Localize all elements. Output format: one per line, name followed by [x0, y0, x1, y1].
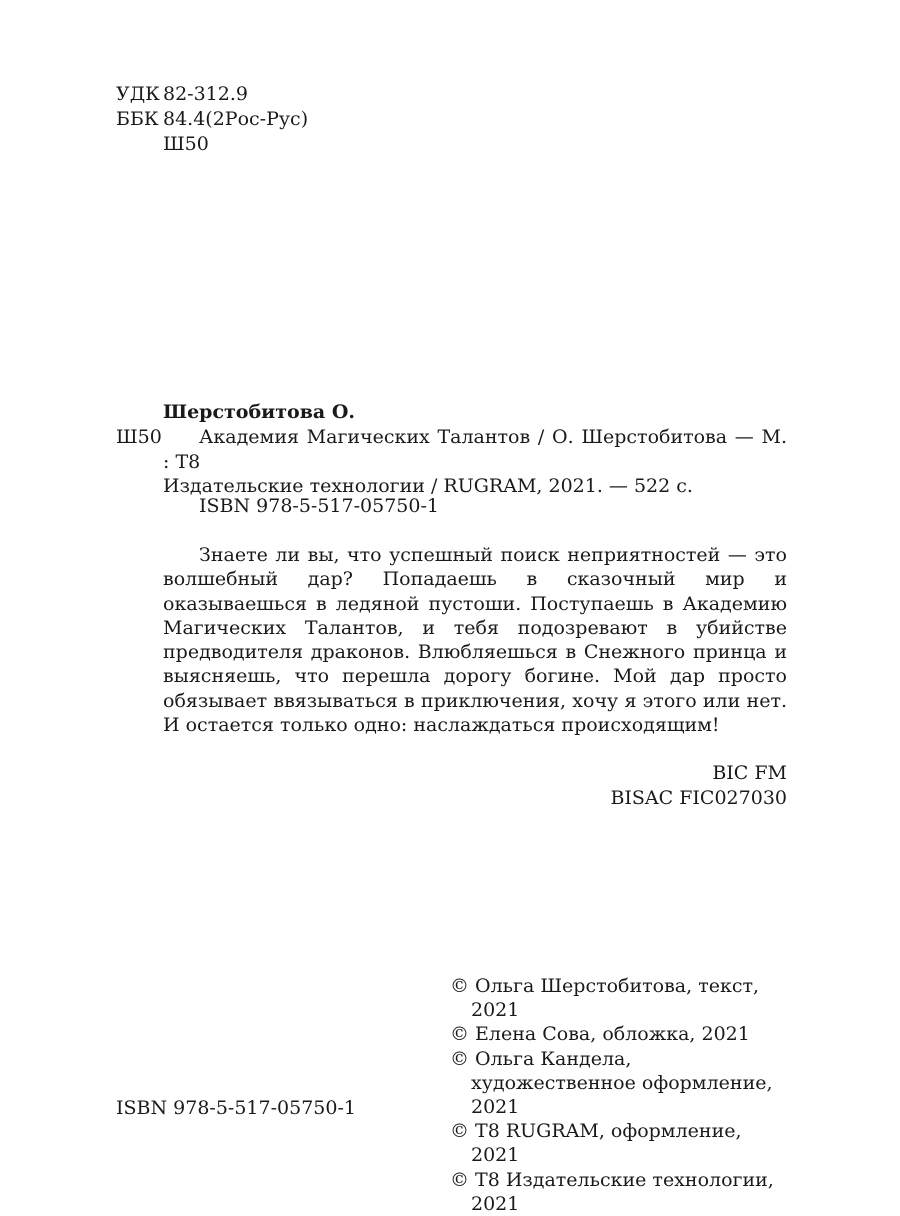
footer-isbn: ISBN 978-5-517-05750-1	[116, 1097, 356, 1119]
copyright-item: © Ольга Шерстобитова, текст, 2021	[450, 975, 760, 1022]
author-code: Ш50	[163, 133, 209, 155]
annotation-paragraph: Знаете ли вы, что успешный поиск неприятностей — это волшебный дар? Попадаешь в сказочный мир и оказываешься в ледяной пустоши. Поступаешь в Академию Магических Талантов, и тебя подозревают в убийстве предводителя драконов. Влюбляешься в Снежного принца и выясняешь, что перешла дорогу богине. Мой дар просто обязывает ввязываться в приключения, хочу я этого или нет. И остается только одно: наслаждаться происходящим!	[163, 544, 787, 737]
author-code-row	[0, 132, 900, 156]
copyright-item: © Т8 Издательские технологии, 2021	[450, 1168, 774, 1215]
bbk-row	[0, 107, 900, 131]
copyright-item: © Ольга Кандела, художественное оформление, 2021	[450, 1047, 773, 1119]
udk-label: УДК	[116, 83, 160, 105]
bisac-code: BISAC FIC027030	[610, 787, 787, 809]
copyright-list	[450, 974, 790, 1216]
bbk-value: 84.4(2Рос-Рус)	[163, 108, 309, 130]
bibliographic-description	[163, 425, 787, 499]
copyright-item: © Елена Сова, обложка, 2021	[450, 1023, 750, 1046]
record-isbn: ISBN 978-5-517-05750-1	[199, 495, 439, 517]
subject-codes	[610, 761, 787, 811]
bic-code: BIC FM	[712, 762, 787, 784]
copyright-item: © Т8 RUGRAM, оформление, 2021	[450, 1120, 742, 1167]
bibliographic-line-2: Издательские технологии / RUGRAM, 2021. — 522 с.	[163, 475, 693, 497]
author-heading: Шерстобитова О.	[163, 401, 355, 423]
udk-row	[0, 82, 900, 106]
udk-value: 82-312.9	[163, 83, 248, 105]
record-author-code: Ш50	[116, 426, 162, 448]
bbk-label: ББК	[116, 108, 159, 130]
bibliographic-line-1: Академия Магических Талантов / О. Шерстобитова — М. : Т8	[163, 426, 787, 473]
